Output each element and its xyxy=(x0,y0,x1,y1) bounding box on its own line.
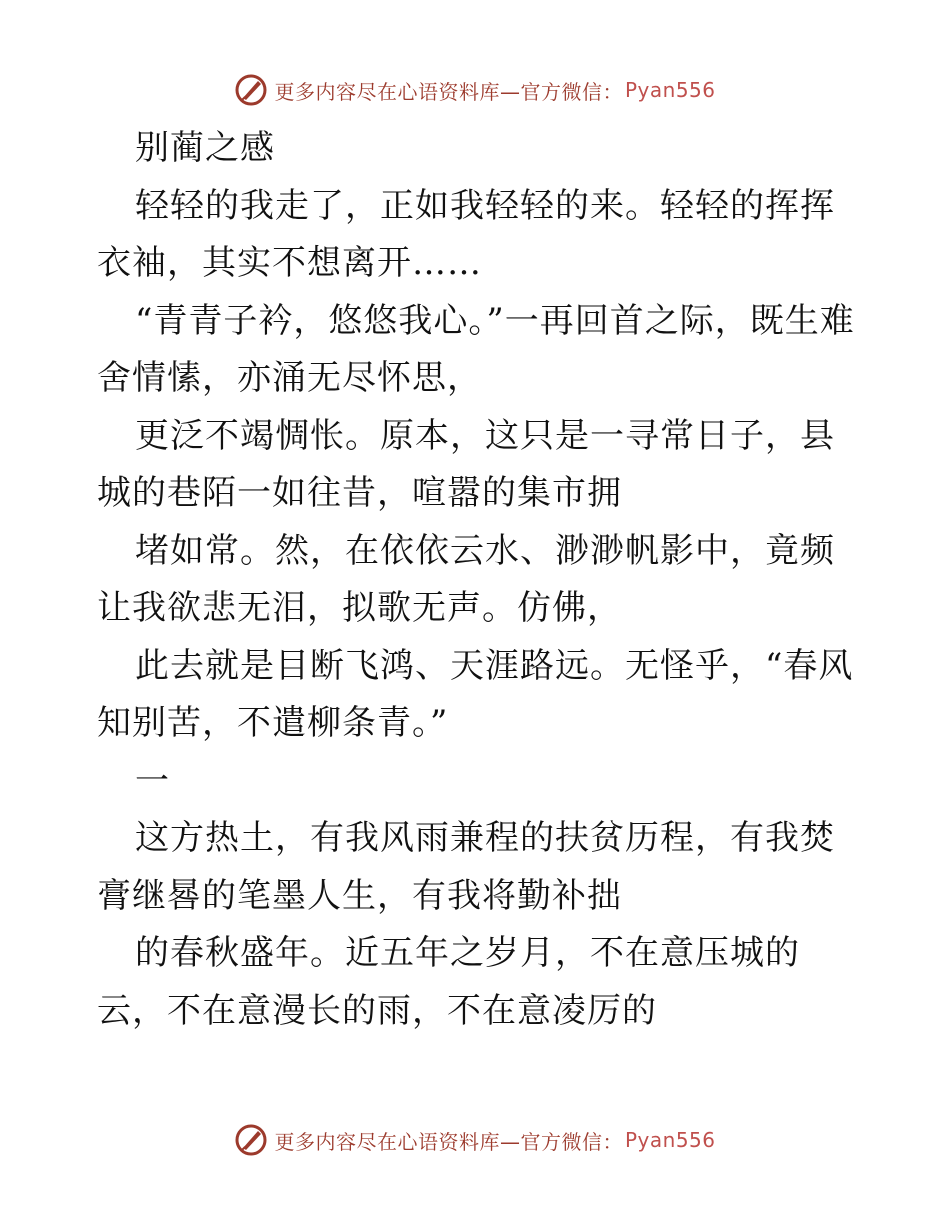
paragraph: 更泛不竭惆怅。原本，这只是一寻常日子，县城的巷陌一如往昔，喧嚣的集市拥 xyxy=(97,415,835,513)
section-number: 一 xyxy=(135,760,170,801)
quill-pen-logo-icon xyxy=(234,73,268,107)
document-body xyxy=(97,120,857,1040)
header-watermark xyxy=(0,70,950,110)
paragraph: 此去就是目断飞鸿、天涯路远。无怪乎，“春风知别苦，不遣柳条青。” xyxy=(97,645,854,743)
watermark-text: 更多内容尽在心语资料库—官方微信： xyxy=(274,79,623,104)
paragraph: 这方热土，有我风雨兼程的扶贫历程，有我焚膏继晷的笔墨人生，有我将勤补拙 xyxy=(97,818,835,916)
paragraph-title: 别蔺之感 xyxy=(135,128,275,168)
watermark-wechat-id: Pyan556 xyxy=(624,1128,716,1152)
watermark-wechat-id: Pyan556 xyxy=(624,78,716,102)
quill-pen-logo-icon xyxy=(234,1123,268,1157)
footer-watermark xyxy=(0,1120,950,1160)
paragraph: “青青子衿，悠悠我心。”一再回首之际，既生难舍情愫，亦涌无尽怀思， xyxy=(97,300,855,398)
paragraph: 轻轻的我走了，正如我轻轻的来。轻轻的挥挥衣袖，其实不想离开…… xyxy=(97,185,835,283)
paragraph: 的春秋盛年。近五年之岁月，不在意压城的云，不在意漫长的雨，不在意凌厉的 xyxy=(97,933,800,1031)
watermark-text: 更多内容尽在心语资料库—官方微信： xyxy=(274,1129,623,1154)
paragraph: 堵如常。然，在依依云水、渺渺帆影中，竟频让我欲悲无泪，拟歌无声。仿佛， xyxy=(97,530,835,628)
